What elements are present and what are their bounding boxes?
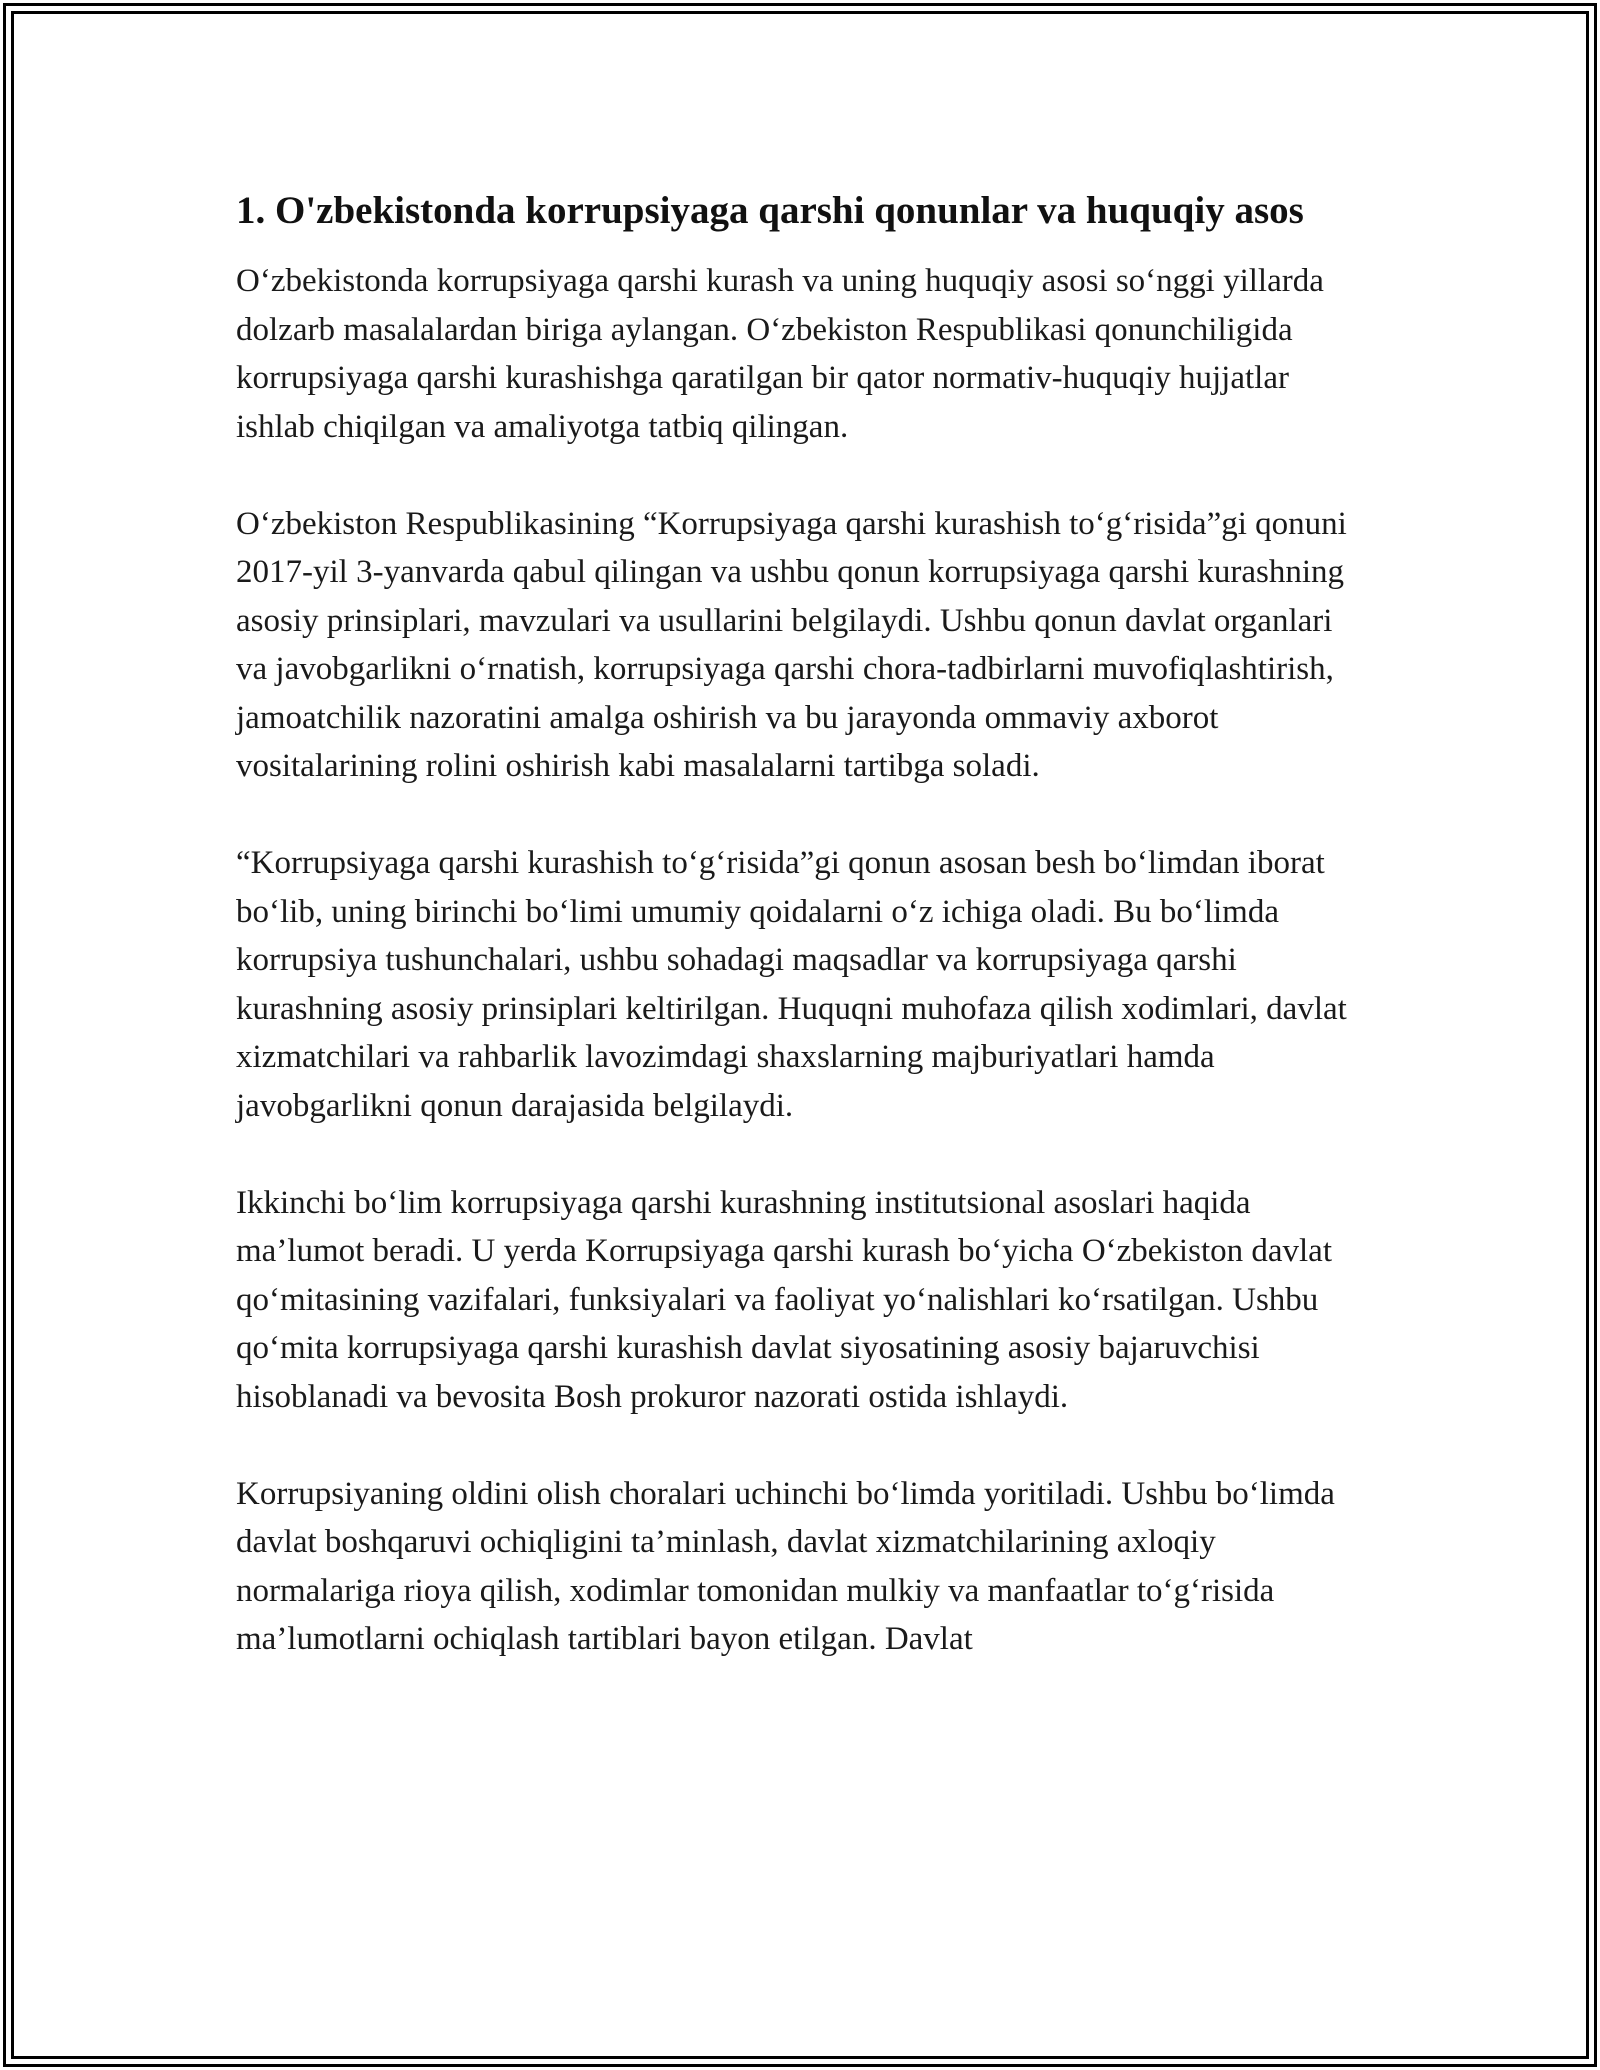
document-body [236, 185, 1366, 1712]
paragraph-5: Korrupsiyaning oldini olish choralari uchinchi bo‘limda yoritiladi. Ushbu bo‘limda davlat boshqaruvi ochiqligini ta’minlash, davlat xizmatchilarining axloqiy normalariga rioya qilish, xodimlar tomonidan mulkiy va manfaatlar to‘g‘risida ma’lumotlarni ochiqlash tartiblari bayon etilgan. Davlat [236, 1475, 1335, 1657]
paragraph-2: O‘zbekiston Respublikasining “Korrupsiyaga qarshi kurashish to‘g‘risida”gi qonuni 2017-yil 3-yanvarda qabul qilingan va ushbu qonun korrupsiyaga qarshi kurashning asosiy prinsiplari, mavzulari va usullarini belgilaydi. Ushbu qonun davlat organlari va javobgarlikni o‘rnatish, korrupsiyaga qarshi chora-tadbirlarni muvofiqlashtirish, jamoatchilik nazoratini amalga oshirish va bu jarayonda ommaviy axborot vositalarining rolini oshirish kabi masalalarni tartibga soladi. [236, 505, 1347, 784]
section-heading: 1. O'zbekistonda korrupsiyaga qarshi qonunlar va huquqiy asos [236, 189, 1304, 232]
paragraph-1: O‘zbekistonda korrupsiyaga qarshi kurash va uning huquqiy asosi so‘nggi yillarda dolzarb masalalardan biriga aylangan. O‘zbekiston Respublikasi qonunchiligida korrupsiyaga qarshi kurashishga qaratilgan bir qator normativ-huquqiy hujjatlar ishlab chiqilgan va amaliyotga tatbiq qilingan. [236, 263, 1324, 445]
paragraph-4: Ikkinchi bo‘lim korrupsiyaga qarshi kurashning institutsional asoslari haqida ma’lumot beradi. U yerda Korrupsiyaga qarshi kurash bo‘yicha O‘zbekiston davlat qo‘mitasining vazifalari, funksiyalari va faoliyat yo‘nalishlari ko‘rsatilgan. Ushbu qo‘mita korrupsiyaga qarshi kurashish davlat siyosatining asosiy bajaruvchisi hisoblanadi va bevosita Bosh prokuror nazorati ostida ishlaydi. [236, 1184, 1332, 1415]
paragraph-3: “Korrupsiyaga qarshi kurashish to‘g‘risida”gi qonun asosan besh bo‘limdan iborat bo‘lib, uning birinchi bo‘limi umumiy qoidalarni o‘z ichiga oladi. Bu bo‘limda korrupsiya tushunchalari, ushbu sohadagi maqsadlar va korrupsiyaga qarshi kurashning asosiy prinsiplari keltirilgan. Huquqni muhofaza qilish xodimlari, davlat xizmatchilari va rahbarlik lavozimdagi shaxslarning majburiyatlari hamda javobgarlikni qonun darajasida belgilaydi. [236, 845, 1347, 1124]
